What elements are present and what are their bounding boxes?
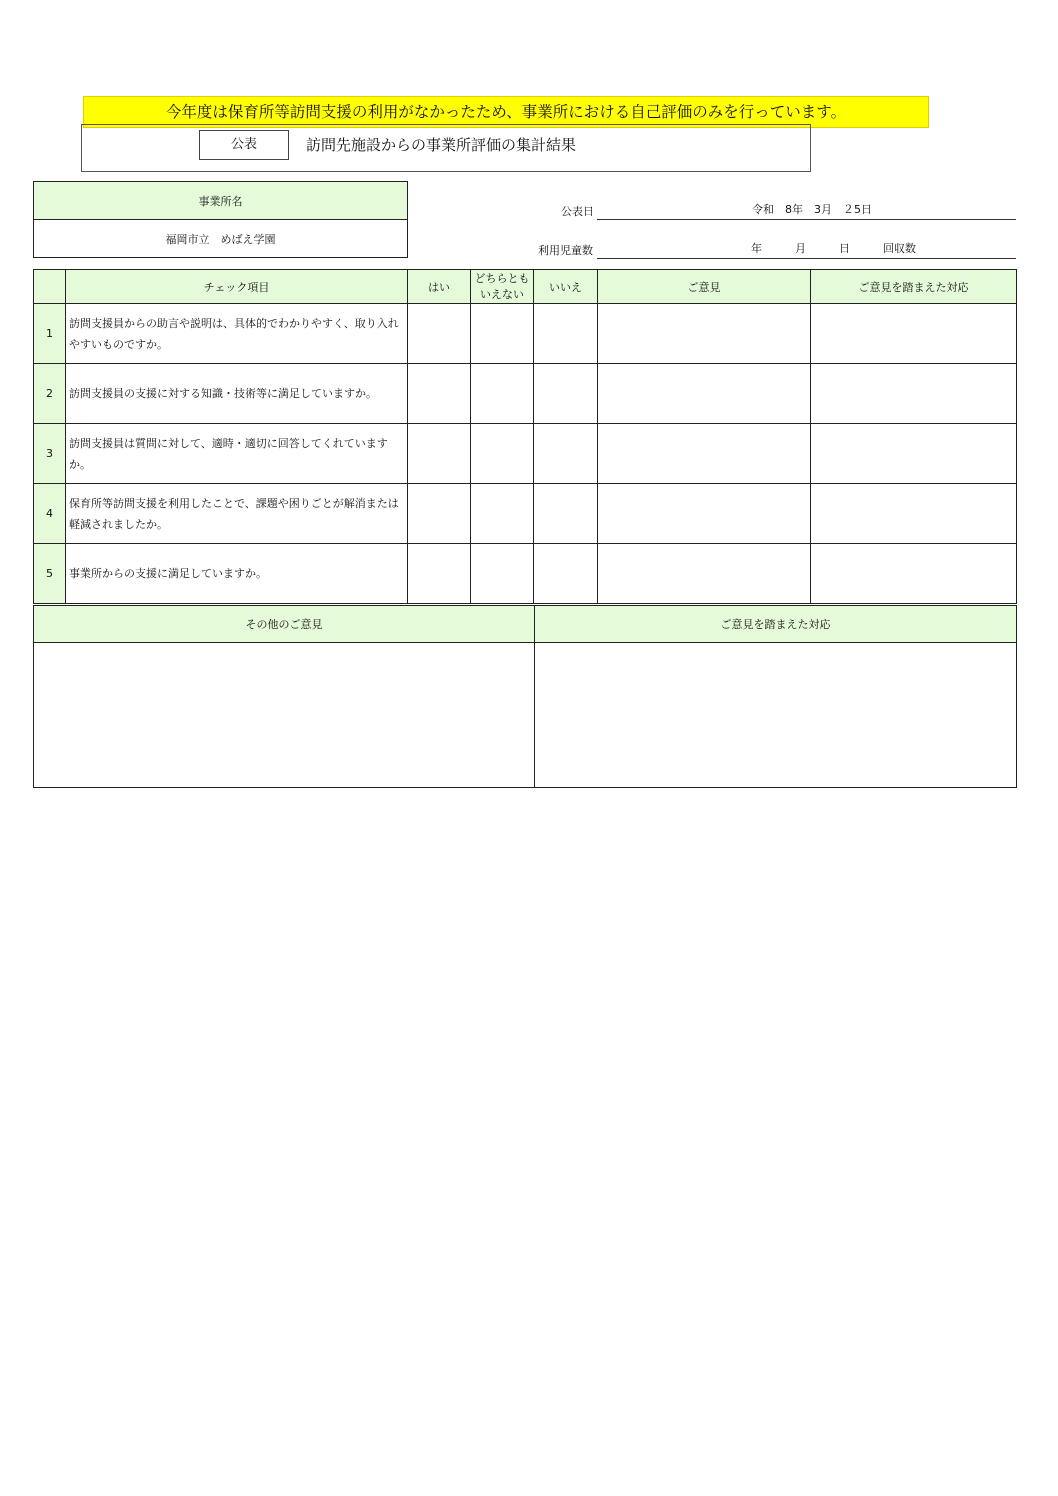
neither-cell[interactable] (471, 484, 534, 544)
no-cell[interactable] (534, 544, 598, 604)
no-cell[interactable] (534, 304, 598, 364)
office-header: 事業所名 (34, 182, 408, 220)
row-question: 訪問支援員は質問に対して、適時・適切に回答してくれていますか。 (66, 424, 408, 484)
yes-cell[interactable] (408, 424, 471, 484)
yes-header: はい (408, 270, 471, 304)
yes-cell[interactable] (408, 364, 471, 424)
neither-header-line2: いえない (480, 287, 524, 301)
num-header-cell (34, 270, 66, 304)
neither-cell[interactable] (471, 544, 534, 604)
opinion-header: ご意見 (598, 270, 811, 304)
table-row (34, 484, 1017, 544)
users-value: 年 月 日 回収数 (751, 242, 916, 255)
response-header: ご意見を踏まえた対応 (811, 270, 1017, 304)
users-line (597, 258, 1016, 259)
yes-cell[interactable] (408, 304, 471, 364)
row-number: 5 (34, 544, 66, 604)
response-cell[interactable] (811, 424, 1017, 484)
other-opinions-table (33, 605, 1017, 788)
table-row (34, 304, 1017, 364)
evaluation-table (33, 269, 1017, 604)
notice-banner: 今年度は保育所等訪問支援の利用がなかったため、事業所における自己評価のみを行っています。 (83, 96, 929, 128)
opinion-cell[interactable] (598, 304, 811, 364)
yes-cell[interactable] (408, 544, 471, 604)
row-question: 事業所からの支援に満足していますか。 (66, 544, 408, 604)
other-opinion-header: その他のご意見 (34, 606, 535, 643)
table-row (34, 544, 1017, 604)
row-number: 3 (34, 424, 66, 484)
opinion-cell[interactable] (598, 364, 811, 424)
publish-date-label: 公表日 (561, 205, 594, 218)
opinion-cell[interactable] (598, 424, 811, 484)
row-number: 2 (34, 364, 66, 424)
no-cell[interactable] (534, 424, 598, 484)
page-title: 訪問先施設からの事業所評価の集計結果 (306, 136, 577, 154)
opinion-cell[interactable] (598, 484, 811, 544)
publish-date-value: 令和 8年 3月 ２5日 (752, 203, 872, 216)
row-question: 訪問支援員からの助言や説明は、具体的でわかりやすく、取り入れやすいものですか。 (66, 304, 408, 364)
row-number: 1 (34, 304, 66, 364)
neither-header-line1: どちらとも (474, 271, 530, 285)
table-row (34, 424, 1017, 484)
other-response-header: ご意見を踏まえた対応 (535, 606, 1017, 643)
response-cell[interactable] (811, 544, 1017, 604)
neither-cell[interactable] (471, 304, 534, 364)
row-question: 訪問支援員の支援に対する知識・技術等に満足していますか。 (66, 364, 408, 424)
publish-tag: 公表 (199, 130, 289, 160)
users-label: 利用児童数 (538, 244, 593, 257)
row-number: 4 (34, 484, 66, 544)
other-response-cell[interactable] (535, 643, 1017, 788)
no-cell[interactable] (534, 364, 598, 424)
no-cell[interactable] (534, 484, 598, 544)
opinion-cell[interactable] (598, 544, 811, 604)
publish-date-line (597, 219, 1016, 220)
table-row (34, 364, 1017, 424)
office-table (33, 181, 408, 258)
response-cell[interactable] (811, 364, 1017, 424)
response-cell[interactable] (811, 304, 1017, 364)
yes-cell[interactable] (408, 484, 471, 544)
neither-header (471, 270, 534, 304)
office-name: 福岡市立 めばえ学園 (34, 220, 408, 258)
response-cell[interactable] (811, 484, 1017, 544)
neither-cell[interactable] (471, 364, 534, 424)
other-opinion-cell[interactable] (34, 643, 535, 788)
neither-cell[interactable] (471, 424, 534, 484)
no-header: いいえ (534, 270, 598, 304)
check-item-header: チェック項目 (66, 270, 408, 304)
row-question: 保育所等訪問支援を利用したことで、課題や困りごとが解消または軽減されましたか。 (66, 484, 408, 544)
